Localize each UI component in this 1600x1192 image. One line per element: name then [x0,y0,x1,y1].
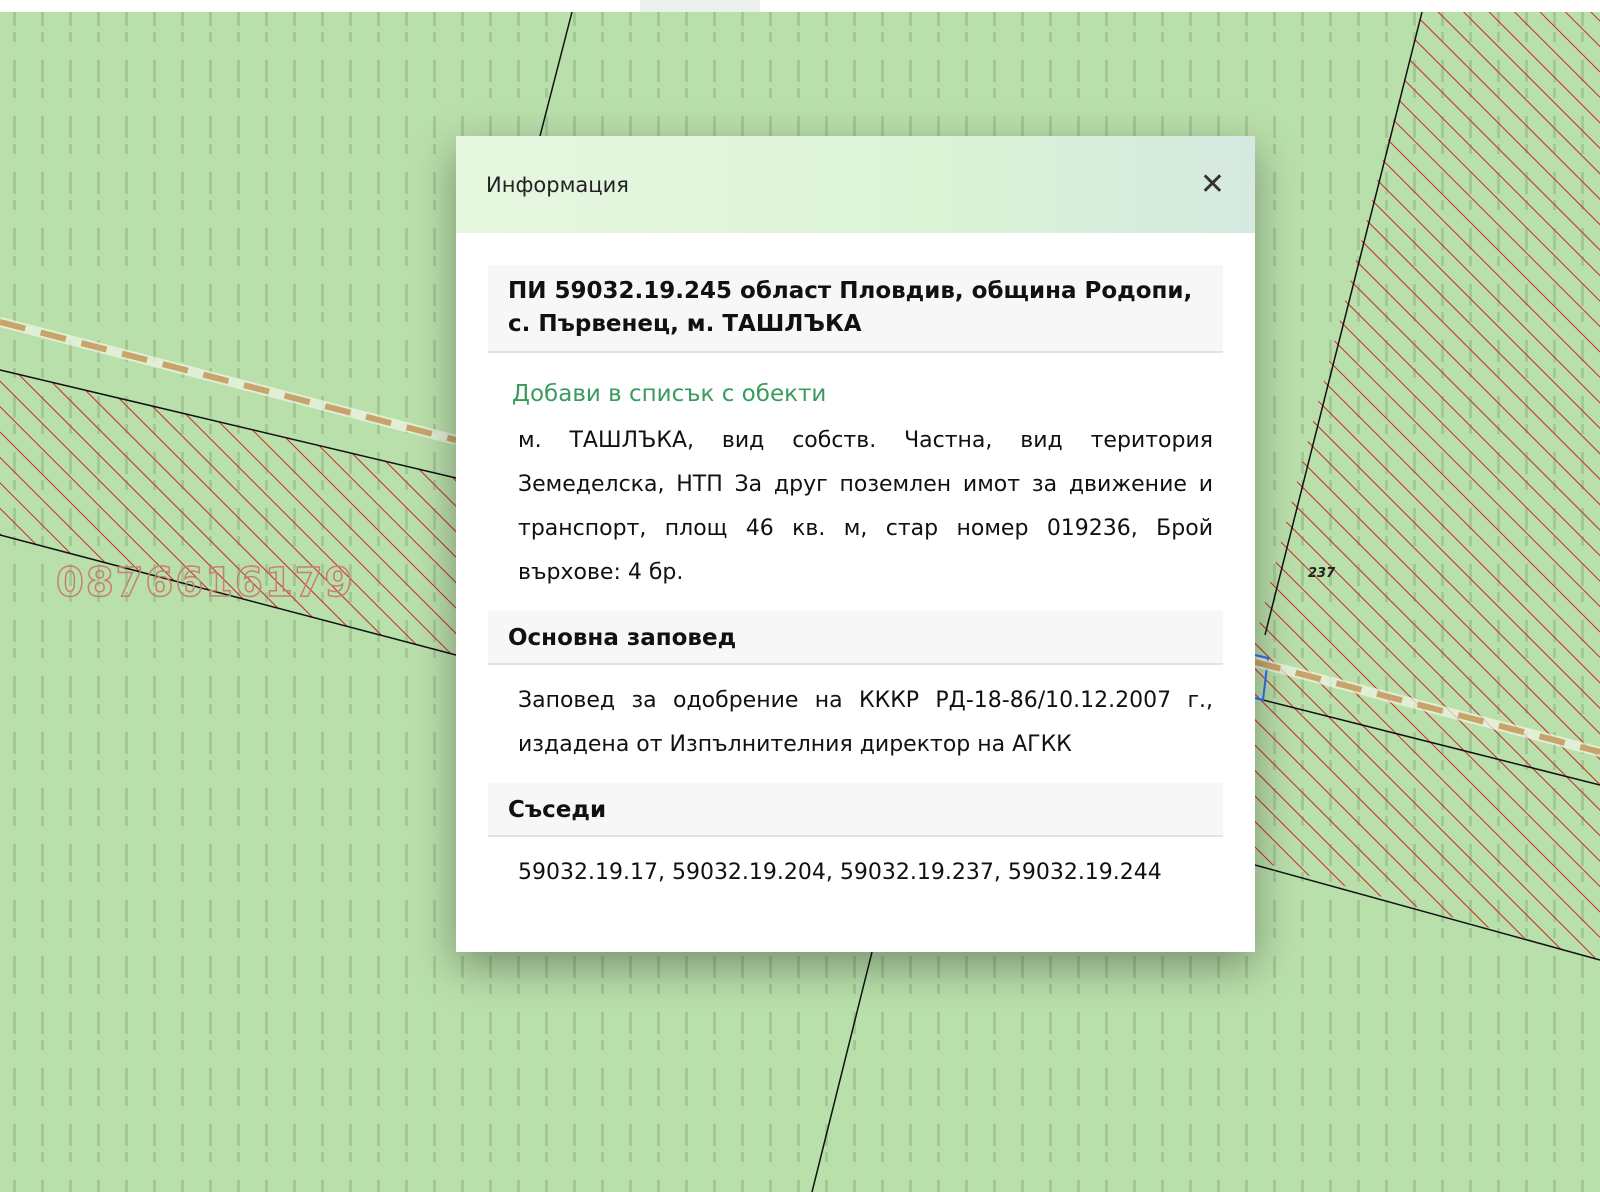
neighbors-heading: Съседи [488,783,1223,837]
close-icon[interactable]: ✕ [1199,166,1225,202]
info-dialog [456,136,1255,952]
parcel-title: ПИ 59032.19.245 област Пловдив, община Родопи, с. Първенец, м. ТАШЛЪКА [488,265,1223,353]
phone-watermark: 0876616179 [56,560,355,606]
parcel-number-label: 237 [1308,566,1336,581]
add-to-list-link[interactable]: Добави в списък с обекти [512,381,827,407]
top-tab [640,0,760,12]
dialog-title: Информация [486,172,629,197]
top-bar [0,0,1600,12]
dialog-header [456,136,1255,233]
main-order-text: Заповед за одобрение на КККР РД-18-86/10.12.2007 г., издадена от Изпълнителния директор на АГКК [518,688,1213,757]
main-order-heading: Основна заповед [488,611,1223,665]
dialog-body [456,233,1255,895]
neighbors-text: 59032.19.17, 59032.19.204, 59032.19.237, 59032.19.244 [518,860,1162,885]
parcel-description: м. ТАШЛЪКА, вид собств. Частна, вид територия Земеделска, НТП За друг поземлен имот за движение и транспорт, площ 46 кв. м, стар номер 019236, Брой върхове: 4 бр. [518,428,1213,585]
